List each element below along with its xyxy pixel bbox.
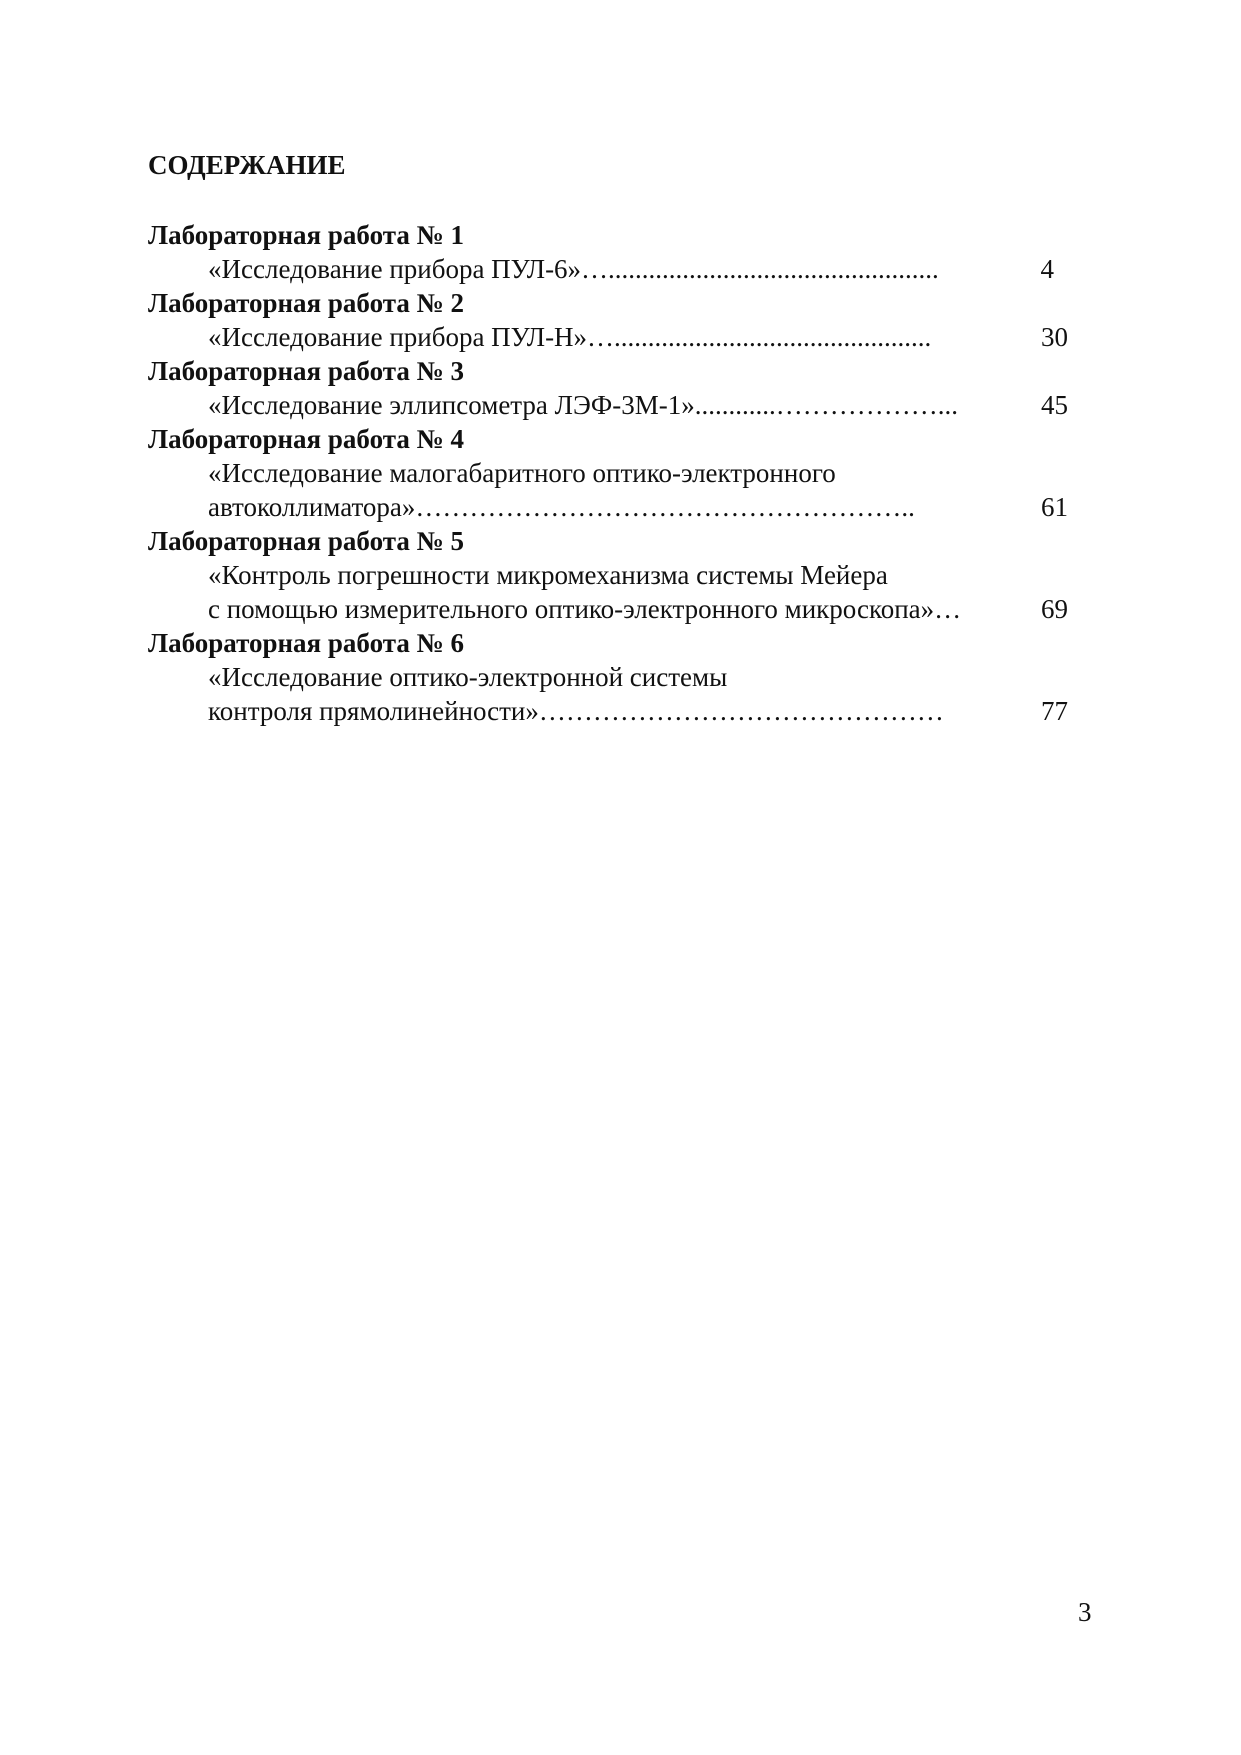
toc-section	[148, 524, 1068, 626]
toc-entry-page: 4	[1040, 254, 1054, 284]
toc-entry-line	[208, 252, 1068, 286]
table-of-contents	[148, 218, 1068, 728]
toc-entry-text: контроля прямолинейности»………………………………………	[208, 696, 944, 726]
toc-entry-text: «Исследование прибора ПУЛ-Н»…...............................................	[208, 322, 932, 352]
toc-entry-line	[208, 694, 1068, 728]
toc-entry-line	[208, 558, 1068, 592]
toc-section-title: Лабораторная работа № 1	[148, 220, 464, 250]
toc-entry-line	[208, 490, 1068, 524]
toc-section	[148, 218, 1068, 286]
toc-section-title: Лабораторная работа № 5	[148, 526, 464, 556]
page-title: СОДЕРЖАНИЕ	[148, 150, 346, 180]
toc-entry-line	[208, 320, 1068, 354]
toc-section-title: Лабораторная работа № 6	[148, 628, 464, 658]
toc-entry-text: «Исследование прибора ПУЛ-6»….................................................	[208, 254, 939, 284]
toc-section-title: Лабораторная работа № 2	[148, 288, 464, 318]
toc-entry-text: «Контроль погрешности микромеханизма системы Мейера	[208, 560, 888, 590]
toc-entry-text: автоколлиматора»………………………………………………..	[208, 492, 915, 522]
toc-entry-page: 69	[1041, 594, 1068, 624]
toc-entry-line	[208, 388, 1068, 422]
toc-section-title: Лабораторная работа № 4	[148, 424, 464, 454]
toc-entry-text: с помощью измерительного оптико-электронного микроскопа»…	[208, 594, 962, 624]
toc-entry-page: 45	[1041, 390, 1068, 420]
toc-entry-page: 77	[1041, 696, 1068, 726]
toc-entry-line	[208, 592, 1068, 626]
toc-entry-page: 61	[1041, 492, 1068, 522]
toc-entry-line	[208, 660, 1068, 694]
toc-entry-text: «Исследование малогабаритного оптико-электронного	[208, 458, 836, 488]
toc-section	[148, 354, 1068, 422]
toc-section-title: Лабораторная работа № 3	[148, 356, 464, 386]
toc-section	[148, 286, 1068, 354]
toc-entry-line	[208, 456, 1068, 490]
toc-section	[148, 422, 1068, 524]
toc-entry-page: 30	[1041, 322, 1068, 352]
toc-entry-text: «Исследование эллипсометра ЛЭФ-3М-1»............………………...	[208, 390, 959, 420]
toc-section	[148, 626, 1068, 728]
toc-entry-text: «Исследование оптико-электронной системы	[208, 662, 728, 692]
page-number: 3	[1078, 1597, 1092, 1627]
